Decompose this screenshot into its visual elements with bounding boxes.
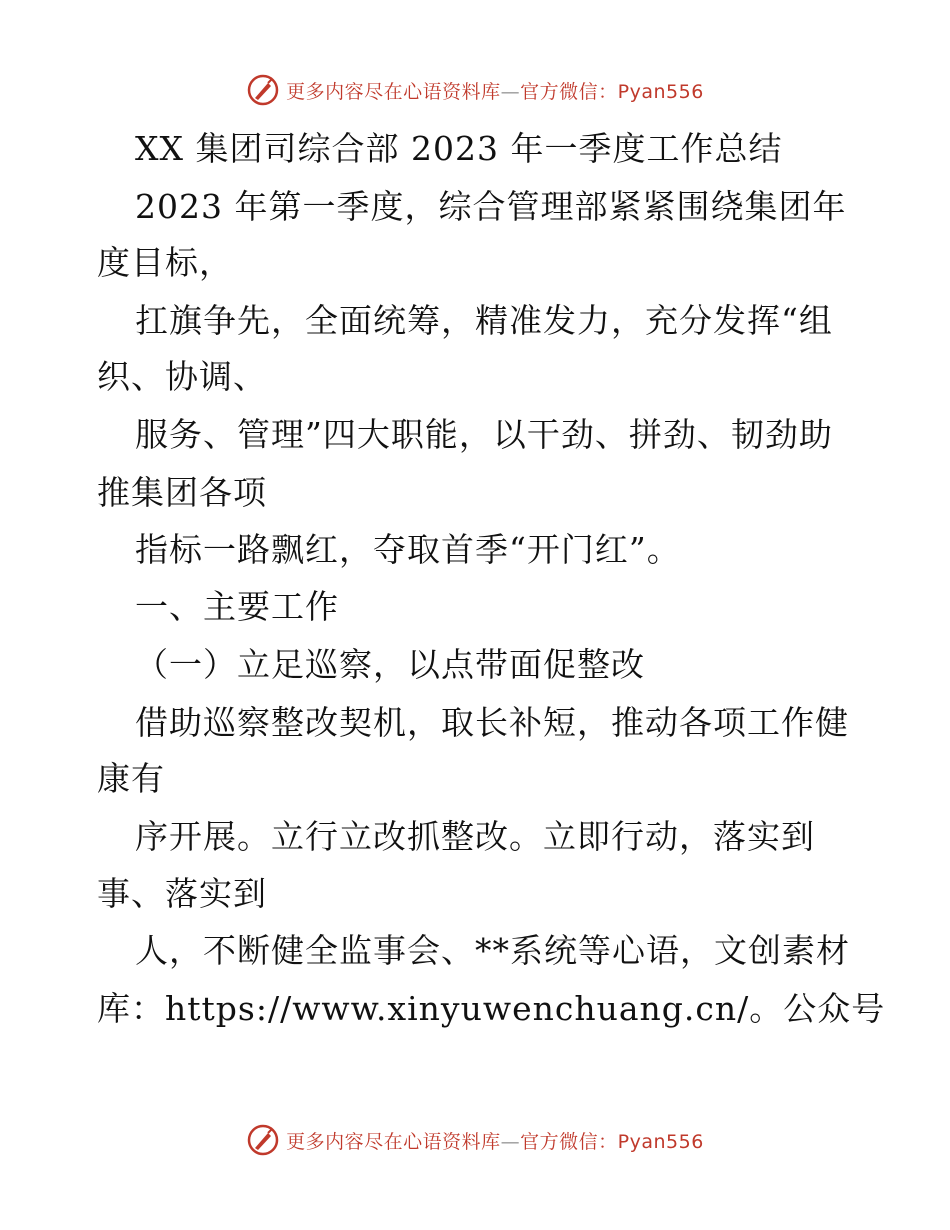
paragraph-line: 推集团各项 (97, 473, 267, 512)
paragraph-line: 服务、管理”四大职能，以干劲、拼劲、韧劲助 (135, 415, 833, 454)
paragraph-line: 事、落实到 (97, 874, 267, 913)
paragraph-line: 康有 (97, 759, 165, 798)
paragraph-line: 序开展。立行立改抓整改。立即行动，落实到 (135, 817, 815, 856)
pen-logo-icon (246, 73, 280, 107)
paragraph-line: 度目标， (97, 243, 233, 282)
subsection-heading: （一）立足巡察，以点带面促整改 (135, 645, 645, 684)
document-title: XX 集团司综合部 2023 年一季度工作总结 (135, 129, 783, 168)
footer-watermark (0, 1120, 950, 1160)
section-heading: 一、主要工作 (135, 587, 339, 626)
paragraph-line: 人，不断健全监事会、**系统等心语，文创素材 (135, 931, 850, 970)
paragraph-line: 借助巡察整改契机，取长补短，推动各项工作健 (135, 703, 849, 742)
paragraph-line: 指标一路飘红，夺取首季“开门红”。 (135, 530, 681, 569)
pen-logo-icon (246, 1123, 280, 1157)
paragraph-line: 织、协调、 (97, 357, 267, 396)
watermark-text: 更多内容尽在心语资料库—官方微信：Pyan556 (286, 80, 704, 103)
paragraph-line: 扛旗争先，全面统筹，精准发力，充分发挥“组 (135, 301, 833, 340)
paragraph-line: 库：https://www.xinyuwenchuang.cn/。公众号 (97, 989, 886, 1028)
header-watermark (0, 70, 950, 110)
paragraph-line: 2023 年第一季度，综合管理部紧紧围绕集团年 (135, 187, 847, 226)
watermark-text: 更多内容尽在心语资料库—官方微信：Pyan556 (286, 1130, 704, 1153)
